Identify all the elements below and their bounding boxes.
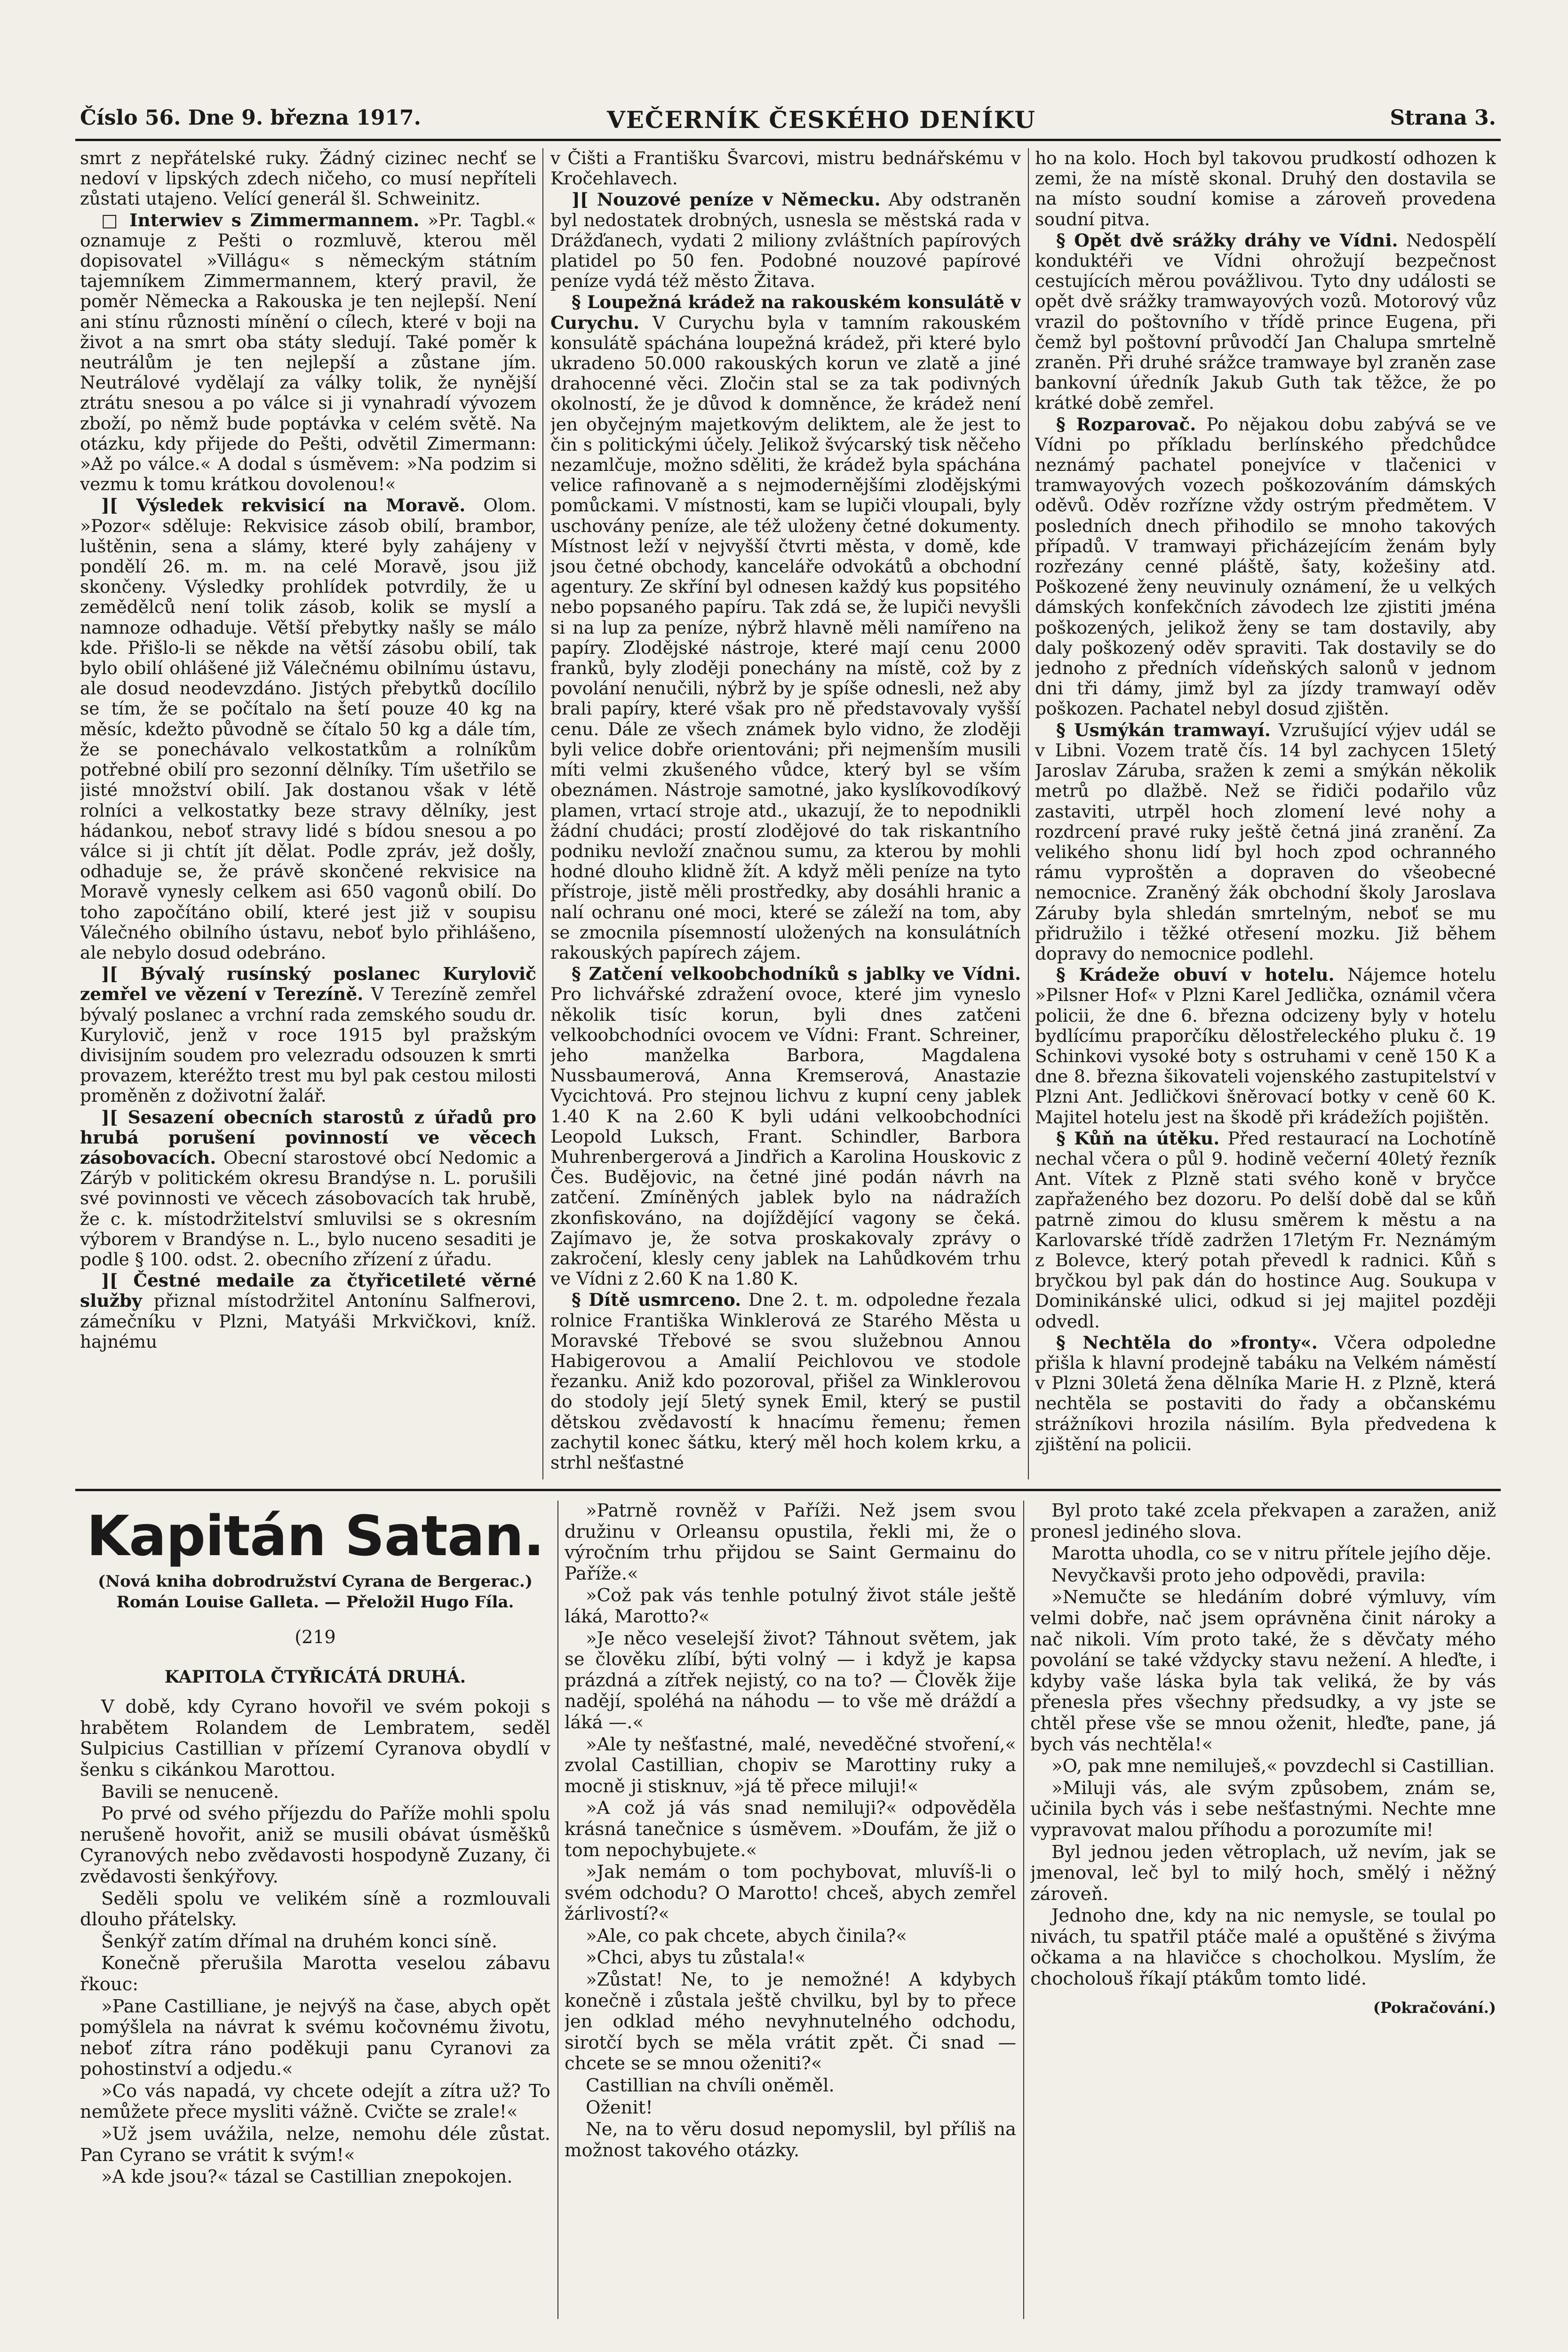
article-headline: ][ Bývalý rusínský poslanec Kurylovič zemřel ve vězení v Terezíně. [80, 963, 536, 1005]
serial-text [80, 1697, 550, 2188]
article-body: Olom. »Pozor« sděluje: Rekvisice zásob obilí, brambor, luštěnin, sena a slámy, které byly zahájeny v pondělí 26. m. m. na celé Moravě, jsou již skončeny. Výsledky prohlídek potvrdily, že u zemědělců není tolik zásob, kolik se myslí a namnoze odhaduje. Větší přebytky našly se málo kde. Přišlo-li se někde na větší zásobu obilí, tak bylo obilí ohlášené již Válečnému obilnímu ústavu, ale dosud neodevzdáno. Jistých přebytků docílilo se tím, že se počítalo na šetí pouze 40 kg na měsíc, kdežto původně se čítalo 50 kg a dále tím, že se ponechávalo velkostatkům a rolníkům potřebné obilí pro sezonní dělníky. Tím ušetřilo se jisté množství obilí. Jak dostanou však v létě rolníci a velkostatky beze stravy dělníky, jest hádankou, neboť stravy lidé s bídou snesou a po válce si ji chtít jít dělat. Podle zpráv, jež došly, odhaduje se, že právě skončené rekvisice na Moravě vynesly celkem asi 650 vagonů obilí. Do toho započítáno obilí, které jest již v soupisu Válečného obilního ústavu, neboť bylo přihlášeno, ale nebylo dosud odebráno. [80, 495, 536, 963]
article-headline: ][ Výsledek rekvisicí na Moravě. [101, 495, 466, 516]
serial-paragraph: Konečně přerušila Marotta veselou zábavu řkouc: [80, 1953, 550, 1995]
serial-subtitle: (Nová kniha dobrodružství Cyrana de Bergerac.) [98, 1572, 533, 1591]
article-headline: § Dítě usmrceno. [572, 1289, 741, 1311]
article-headline: § Nechtěla do »fronty«. [1056, 1332, 1318, 1353]
news-section [75, 148, 1501, 1479]
section-divider [75, 1489, 1501, 1491]
serial-paragraph: »Pane Castilliane, je nejvýš na čase, abych opět pomýšlela na návrat k svému kočovnému životu, neboť zítra ráno poděkuji panu Cyranovi za pohostinství a odjedu.« [80, 1995, 550, 2080]
article-headline: § Kůň na útěku. [1056, 1128, 1220, 1149]
news-article [550, 292, 1021, 963]
serial-paragraph: Jednoho dne, kdy na nic nemysle, se toulal po nivách, tu spatřil ptáče malé a opuštěné s živýma očkama a na hlavičce s chocholkou. Myslím, že chocholouš říkají ptákům tomto lidé. [1030, 1905, 1496, 1990]
serial-column-1 [80, 1501, 550, 2319]
news-article [1035, 1333, 1496, 1454]
serial-paragraph: »Už jsem uvážila, nelze, nemohu déle zůstat. Pan Cyrano se vrátit k svým!« [80, 2123, 550, 2166]
chapter-title: KAPITOLA ČTYŘICÁTÁ DRUHÁ. [164, 1667, 466, 1687]
serial-author: Román Louise Galleta. — Přeložil Hugo Fíla. [116, 1593, 514, 1612]
column-divider [1023, 1501, 1024, 2319]
newspaper-page [75, 101, 1501, 2321]
article-headline: ][ Čestné medaile za čtyřicetileté věrné služby [80, 1270, 536, 1311]
serial-paragraph: Seděli spolu ve velikém síně a rozmlouvali dlouho přátelsky. [80, 1888, 550, 1931]
serial-paragraph: Ne, na to věru dosud nepomyslil, byl příliš na možnost takového otázky. [565, 2119, 1016, 2161]
news-article [1035, 720, 1496, 964]
article-body: Dne 2. t. m. odpoledne řezala rolnice Františka Winklerová ze Starého Města u Moravské Třebové se svou služebnou Annou Habigerovou a Amalií Peichlovou ve stodole řezanku. Aniž kdo pozoroval, přišel za Winklerovou do stodoly její 5letý synek Emil, který se pustil dětskou zvědavostí k hnacímu řemenu; řemen zachytil konec šátku, který měl hoch kolem krku, a strhl nešťastné [550, 1289, 1021, 1473]
column-divider [1028, 148, 1029, 1479]
serial-paragraph: Bavili se nenuceně. [101, 1781, 279, 1803]
serial-paragraph: »Ale, co pak chcete, abych činila?« [586, 1925, 907, 1947]
serial-text [1030, 1501, 1496, 1990]
article-headline: □ Interwiev s Zimmermannem. [101, 209, 420, 230]
news-article [1035, 1128, 1496, 1332]
continued-note: (Pokračování.) [1373, 1998, 1496, 2017]
serial-column-2 [565, 1501, 1016, 2319]
news-article [80, 964, 536, 1106]
serial-paragraph: Nevyčkavši proto jeho odpovědi, pravila: [1051, 1565, 1426, 1586]
article-body: Nájemce hotelu »Pilsner Hof« v Plzni Karel Jedlička, oznámil včera policii, že dne 6. března odcizeny byly v hotelu bydlícímu praporčíku dělostřeleckého pluku č. 19 Schinkovi vysoké boty s ostruhami v ceně 150 K a dne 8. března šikovateli vojenského zastupitelství v Plzni Ant. Jedličkovi šněrovací botky v ceně 60 K. Majitel hotelu jest na škodě při krádežích pojištěn. [1035, 964, 1496, 1128]
serial-paragraph: »Je něco veselejší život? Táhnout světem, jak se člověku zlíbí, býti volný — i když je kapsa prázdná a zítřek nejistý, co na to? — Člověk žije nadějí, spoléhá na náhodu — to vše mě dráždí a láká —.« [565, 1628, 1016, 1733]
serial-paragraph: »Což pak vás tenhle potulný život stále ještě láká, Marotto?« [565, 1585, 1016, 1627]
serial-paragraph: Oženit! [586, 2097, 653, 2118]
serial-paragraph: »Chci, abys tu zůstala!« [586, 1947, 806, 1969]
news-article [80, 1271, 536, 1352]
news-article [550, 1290, 1021, 1473]
serial-paragraph: »Patrně rovněž v Paříži. Než jsem svou družinu v Orleansu opustila, řekli mi, že o výročním trhu přijdou se Saint Germainu do Paříže.« [565, 1501, 1016, 1584]
serial-paragraph: »Zůstat! Ne, to je nemožné! A kdybych konečně i zůstala ještě chvilku, byl by to přece jen odklad mého nevyhnutelného odchodu, sirotčí bych se měla vrátit zpět. Či snad — chcete se se mnou oženiti?« [565, 1969, 1016, 2074]
serial-paragraph: Byl proto také zcela překvapen a zaražen, aniž pronesl jediného slova. [1030, 1501, 1496, 1542]
serial-paragraph: Castillian na chvíli oněměl. [586, 2075, 835, 2097]
page-header [75, 101, 1501, 141]
article-body: smrt z nepřátelské ruky. Žádný cizinec nechť se nedoví v lipských zdech ničeho, co musí nepříteli zůstati utajeno. Velící generál šl. Schweinitz. [80, 148, 536, 209]
serial-paragraph: Po prvé od svého příjezdu do Paříže mohli spolu nerušeně hovořit, aniž se musili obávat úsměšků Cyranových nebo zvědavosti hospodyně Zuzany, či zvědavosti šenkýřovy. [80, 1803, 550, 1887]
article-headline: ][ Nouzové peníze v Německu. [572, 189, 881, 210]
news-article [550, 148, 1021, 189]
serial-text [565, 1501, 1016, 2161]
serial-paragraph: »A kde jsou?« tázal se Castillian znepokojen. [101, 2166, 513, 2188]
article-body: »Pr. Tagbl.« oznamuje z Pešti o rozmluvě, kterou měl dopisovatel »Villágu« s německým státním tajemníkem Zimmermannem, který pravil, že poměr Německa a Rakouska je ten nejlepší. Není ani stínu různosti mínění o cílech, které v boji na život a na smrt oba státy sledují. Také poměr k neutrálům je ten nejlepší a zůstane jím. Neutrálové vydělají za války tolik, že nynější ztrátu snesou a po válce si ji vynahradí vývozem zboží, po němž bude poptávka v celém světě. Na otázku, kdy přijede do Pešti, odvětil Zimermann: »Až po válce.« A dodal s úsměvem: »Na podzim si vezmu k tomu krátkou dovolenou!« [80, 209, 536, 495]
serial-paragraph: »Ale ty nešťastné, malé, neveděčné stvoření,« zvolal Castillian, chopiv se Marottiny ruky a mocně ji stisknuv, »já tě přece miluji!« [565, 1733, 1016, 1797]
news-column-1 [80, 148, 536, 1479]
news-article [1035, 414, 1496, 719]
serial-paragraph: Byl jednou jeden větroplach, už nevím, jak se jmenoval, leč byl to milý hoch, smělý i něžný zároveň. [1030, 1841, 1496, 1905]
article-headline: § Loupežná krádež na rakouském konsulátě v Curychu. [550, 292, 1021, 333]
serial-number: (219 [294, 1627, 336, 1647]
news-article [550, 190, 1021, 291]
news-article [80, 210, 536, 495]
serial-paragraph: Šenkýř zatím dřímal na druhém konci síně. [101, 1931, 498, 1952]
page-number: Strana 3. [1390, 106, 1496, 130]
issue-info: Číslo 56. Dne 9. března 1917. [80, 106, 421, 130]
article-headline: § Zatčení velkoobchodníků s jablky ve Vídni. [572, 963, 1021, 985]
article-body: V Curychu byla v tamním rakouském konsulátě spáchána loupežná krádež, při které bylo ukradeno 50.000 rakouských korun ve zlatě a jiné drahocenné věci. Zločin stal se za tak podivných okolností, že je důvod k domněnce, že krádež není jen obyčejným majetkovým deliktem, ale že jest to čin s politickými účely. Jelikož švýcarský tisk něčeho nezamlčuje, možno sděliti, že krádež byla spáchána velice rafinovaně a s nejmodernějšími zlodějskými pomůckami. V místnosti, kam se lupiči vloupali, byly uschovány peníze, ale též uloženy četné dokumenty. Místnost leží v nejvyšší čtvrti města, v domě, kde jsou četné obchody, kanceláře odvokátů a obchodní agentury. Ze skříní byl odnesen každý kus popsitého nebo popsaného papíru. Tak zdá se, že lupiči nevyšli si na lup za peníze, nýbrž hlavně měli namířeno na papíry. Zlodějské nástroje, které mají cenu 2000 franků, byly zloději ponechány na místě, což by z povolání nenučili, nýbrž by je spíše odnesli, než aby brali papíry, které však pro ně představovaly vyšší cenu. Dále ze všech známek bylo vidno, že zloději byli velice dobře orientováni; při nejmenším musili míti velmi zkušeného vůdce, který byl se vším obeznámen. Nástroje samotné, jako kyslíkovodíkový plamen, vrtací stroje atd., ukazují, že to nepodnikli žádní chudáci; prostí zlodějové do tak riskantního podniku nevloží značnou sumu, za kterou by mohli hodné dlouho klidně žít. A když měli peníze na tyto přístroje, jistě měli prostředky, aby dosáhli hranic a nalí ochranu oné moci, které se záleží na tom, aby se zmocnila písemností uložených na konsulátních rakouských papírech zájem. [550, 312, 1021, 963]
article-body: Po nějakou dobu zabývá se ve Vídni po příkladu berlínského předchůdce neznámý pachatel ponejvíce v tlačenici v tramwayových vozech poškozováním dámských oděvů. Oděv rozřízne vždy ostrým předmětem. V posledních dnech přihodilo se mnoho takových případů. V tramwayi přicházejícím ženám byly rozřezány cenné pláště, šaty, kožešiny atd. Poškozené ženy neuvinuly oznámení, že u velkých dámských konfekčních závodech lze zjistiti jména poškozených, jelikož ženy se tam dostavily, aby daly poškozený oděv spraviti. Tak dostavily se do jednoho z předních vídeňských salonů v jednom dni tři dámy, jimž byl za jízdy tramwayí oděv poškozen. Pachatel nebyl dosud zjištěn. [1035, 413, 1496, 719]
article-body: Aby odstraněn byl nedostatek drobných, usnesla se městská rada v Drážďanech, vydati 2 miliony zvláštních papírových platidel po 50 fen. Podobné nouzové papírové peníze vydá též město Žitava. [550, 189, 1021, 292]
article-body: v Čišti a Františku Švarcovi, mistru bednářskému v Kročehlavech. [550, 148, 1021, 189]
news-article [550, 964, 1021, 1289]
serial-paragraph: Marotta uhodla, co se v nitru přítele jejího děje. [1051, 1543, 1492, 1565]
article-body: Obecní starostové obcí Nedomic a Zárýb v politickém okresu Brandýse n. L. porušili své povinnosti ve věcech zásobovacích tak hrubě, že c. k. místodržitelství smluvilsi se s okresním výborem v Brandýse n. L., bylo nuceno sesaditi je podle § 100. odst. 2. obecního zřízení z úřadu. [80, 1147, 536, 1270]
serial-paragraph: »O, pak mne nemiluješ,« povzdechl si Castillian. [1051, 1756, 1495, 1777]
serial-paragraph: »Nemučte se hledáním dobré výmluvy, vím velmi dobře, nač jsem oprávněna činit nároky a nač nikoli. Vím proto také, že s děvčaty mého povolání se také vždycky stavu nežení. A hleďte, i kdyby vaše láska byla tak veliká, že by vás přenesla přes všechny předsudky, a vy jste se chtěl přese vše se mnou oženit, hleďte, pane, já bych vás nechtěla!« [1030, 1587, 1496, 1755]
serial-paragraph: »Jak nemám o tom pochybovat, mluvíš-li o svém odchodu? O Marotto! chceš, abych zemřel žárlivostí?« [565, 1861, 1016, 1925]
article-body: V Terezíně zemřel bývalý poslanec a vrchní rada zemského soudu dr. Kurylovič, jenž v roce 1915 byl pražským divisijním soudem pro velezradu odsouzen k smrti provazem, kteréžto trest mu byl pak cestou milosti proměněn z doživotní žalář. [80, 984, 536, 1106]
news-article [1035, 148, 1496, 230]
news-article [1035, 230, 1496, 413]
article-headline: § Opět dvě srážky dráhy ve Vídni. [1056, 230, 1398, 251]
article-body: Včera odpoledne přišla k hlavní prodejně tabáku na Velkém náměstí v Plzni 30letá žena dělníka Marie H. z Plzně, která nechtěla se postaviti do řady a občanskému strážníkovi hrozila násilím. Byla předvedena k zjištění na policii. [1035, 1332, 1496, 1454]
article-body: ho na kolo. Hoch byl takovou prudkostí odhozen k zemi, že na místě skonal. Druhý den dostavila se na místo soudní komise a zároveň provedena soudní pitva. [1035, 148, 1496, 230]
news-column-2 [550, 148, 1021, 1479]
serial-paragraph: »A což já vás snad nemiluji?« odpověděla krásná tanečnice s úsměvem. »Doufám, že již o tom nepochybujete.« [565, 1797, 1016, 1861]
news-article [80, 495, 536, 963]
news-article [80, 148, 536, 209]
masthead: VEČERNÍK ČESKÉHO DENÍKU [607, 106, 1036, 134]
article-headline: ][ Sesazení obecních starostů z úřadů pro hrubá porušení povinností ve věcech zásobovacích. [80, 1106, 536, 1168]
serial-paragraph: V době, kdy Cyrano hovořil ve svém pokoji s hrabětem Rolandem de Lembratem, seděl Sulpicius Castillian v přízemí Cyranova obydlí v šenku s cikánkou Marottou. [80, 1696, 550, 1780]
article-body: Před restaurací na Lochotíně nechal včera o půl 9. hodině večerní 40letý řezník Ant. Vítek z Plzně stati svého koně v bryčce zapřaženého bez dozoru. Po delší době dal se kůň patrně zimou do klusu směrem k městu a na Karlovarské třídě zadržen 17letým Fr. Neznámým z Bolevce, který potah převedl k radnici. Kůň s bryčkou byl pak dán do hostince Aug. Soukupa v Dominikánské ulici, odkud si jej majitel později odvedl. [1035, 1128, 1496, 1332]
serial-title: Kapitán Satan. [86, 1503, 544, 1568]
column-divider [542, 148, 543, 1479]
article-headline: § Usmýkán tramwayí. [1056, 719, 1271, 740]
article-body: Pro lichvářské zdražení ovoce, které jim vyneslo několik tisíc korun, byli dnes zatčeni velkoobchodníci ovocem ve Vídni: Frant. Schreiner, jeho manželka Barbora, Magdalena Nussbaumerová, Anna Kremserová, Anastazie Vycichtová. Pro stejnou lichvu z kupní ceny jablek 1.40 K na 2.60 K byli udáni velkoobchodníci Leopold Luksch, Frant. Schindler, Barbora Muhrenbergerová a Jindřich a Karolina Houskovic z Čes. Budějovic, na četné jiné podán návrh na zatčení. Zmíněných jablek bylo na nádražích zkonfiskováno, na dojíždějící vagony se čeká. Zajímavo je, že sotva proskakovaly zprávy o zakročení, klesly ceny jablek na Lahůdkovém trhu ve Vídni z 2.60 K na 1.80 K. [550, 984, 1021, 1289]
article-headline: § Krádeže obuví v hotelu. [1056, 964, 1335, 985]
news-article [1035, 965, 1496, 1128]
article-body: Vzrušující výjev udál se v Libni. Vozem tratě čís. 14 byl zachycen 15letý Jaroslav Záruba, sražen k zemi a smýkán několik metrů po dlažbě. Než se řidiči podařilo vůz zastaviti, utrpěl hoch zlomení levé nohy a rozdrcení pravé ruky ještě četná jiná zranění. Za velikého shonu lidí byl hoch zpod ochranného rámu vyproštěn a dopraven do všeobecné nemocnice. Zraněný žák obchodní školy Jaroslava Záruby byla shledán smrtelným, neboť se mu přidružilo i těžké otřesení mozku. Již během dopravy do nemocnice podlehl. [1035, 719, 1496, 964]
serial-section [75, 1501, 1501, 2319]
article-headline: § Rozparovač. [1056, 413, 1196, 435]
serial-paragraph: »Co vás napadá, vy chcete odejít a zítra už? To nemůžete přece mysliti vážně. Cvičte se zrale!« [80, 2080, 550, 2123]
article-body: Nedospělí konduktéři ve Vídni ohrožují bezpečnost cestujících měrou povážlivou. Tyto dny události se opět dvě srážky tramwayových vozů. Motorový vůz vrazil do poštovního v třídě prince Eugena, při čemž byl poštovní průvodčí Jan Chalupa smrtelně zraněn. Při druhé srážce tramwaye byl zraněn zase bankovní úředník Jakub Guth tak těžce, že po krátké době zemřel. [1035, 230, 1496, 413]
news-column-3 [1035, 148, 1496, 1479]
serial-paragraph: »Miluji vás, ale svým způsobem, znám se, učinila bych vás i sebe nešťastnými. Nechte mne vypravovat malou příhodu a porozumíte mi! [1030, 1777, 1496, 1841]
serial-column-3 [1030, 1501, 1496, 2319]
news-article [80, 1107, 536, 1270]
article-body: přiznal místodržitel Antonínu Salfnerovi, zámečníku v Plzni, Matyáši Mrkvičkovi, kníž. hajnému [80, 1290, 536, 1352]
column-divider [557, 1501, 558, 2319]
